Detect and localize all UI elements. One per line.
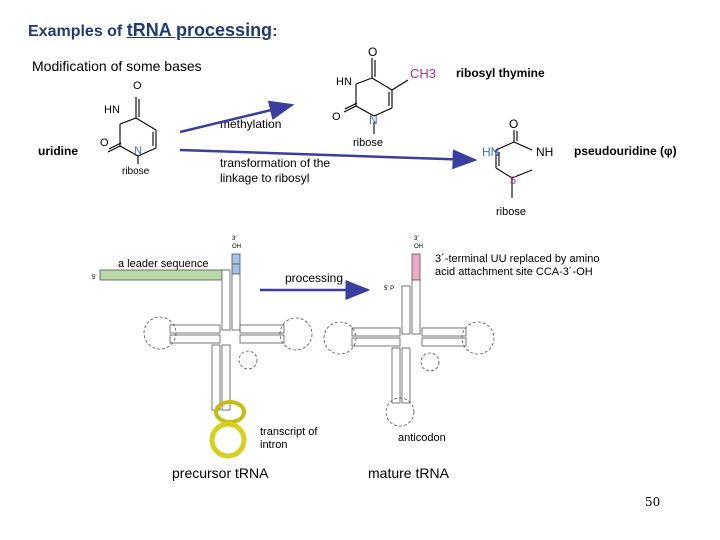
uridine-ribose: ribose: [122, 166, 150, 177]
title-prefix: Examples of: [28, 23, 127, 40]
uridine-label: uridine: [38, 144, 79, 158]
uridine-o-left: O: [100, 137, 109, 149]
pseudouridine-structure: [496, 130, 532, 198]
transformation-label: transformation of the linkage to ribosyl: [220, 156, 331, 185]
leader-sequence-label: a leader sequence: [118, 258, 209, 270]
psi-ribose: ribose: [496, 206, 526, 218]
rt-o-top: O: [368, 45, 378, 59]
rt-n: N: [369, 113, 378, 127]
pseudouridine-label: pseudouridine (φ): [574, 144, 677, 158]
uridine-hn: HN: [104, 104, 120, 116]
pre-3prime: 3': [232, 236, 237, 242]
psi-nh: NH: [536, 145, 554, 159]
uridine-n: N: [134, 145, 142, 157]
rt-o-left: O: [332, 111, 341, 123]
transformation-arrow: [180, 150, 475, 160]
methylation-label: methylation: [220, 117, 282, 131]
uridine-o-top: O: [133, 80, 142, 92]
cca-end: [412, 254, 420, 280]
mature-trna: [324, 254, 494, 426]
intron-label: transcript of intron: [260, 426, 318, 451]
precursor-trna: [100, 254, 312, 456]
pre-5prime: 5': [92, 275, 97, 281]
psi-five: 5: [510, 175, 517, 187]
pre-oh: OH: [232, 244, 241, 250]
terminal-note: 3´-terminal UU replaced by amino acid attachment site CCA-3´-OH: [435, 253, 600, 278]
precursor-label: precursor tRNA: [172, 465, 269, 481]
processing-label: processing: [285, 271, 344, 285]
rt-ch3: CH3: [410, 66, 437, 81]
intron-circle: [212, 424, 244, 456]
anticodon-label: anticodon: [398, 432, 446, 444]
subtitle: Modification of some bases: [32, 58, 202, 74]
psi-hn: HN: [482, 145, 500, 159]
mat-oh: OH: [414, 244, 423, 250]
mat-5p: 5' P: [384, 286, 395, 292]
leader-sequence-bar: [100, 270, 228, 280]
mature-label: mature tRNA: [368, 465, 449, 481]
psi-o: O: [509, 117, 519, 131]
methylation-arrow: [180, 105, 292, 132]
rt-ribose: ribose: [353, 137, 383, 149]
page-number: 50: [645, 495, 661, 509]
mat-3prime: 3': [414, 236, 419, 242]
ribosyl-thymine-label: ribosyl thymine: [456, 66, 545, 80]
title-suffix: :: [272, 23, 278, 40]
title-main: tRNA processing: [126, 20, 273, 40]
rt-hn: HN: [336, 76, 352, 88]
